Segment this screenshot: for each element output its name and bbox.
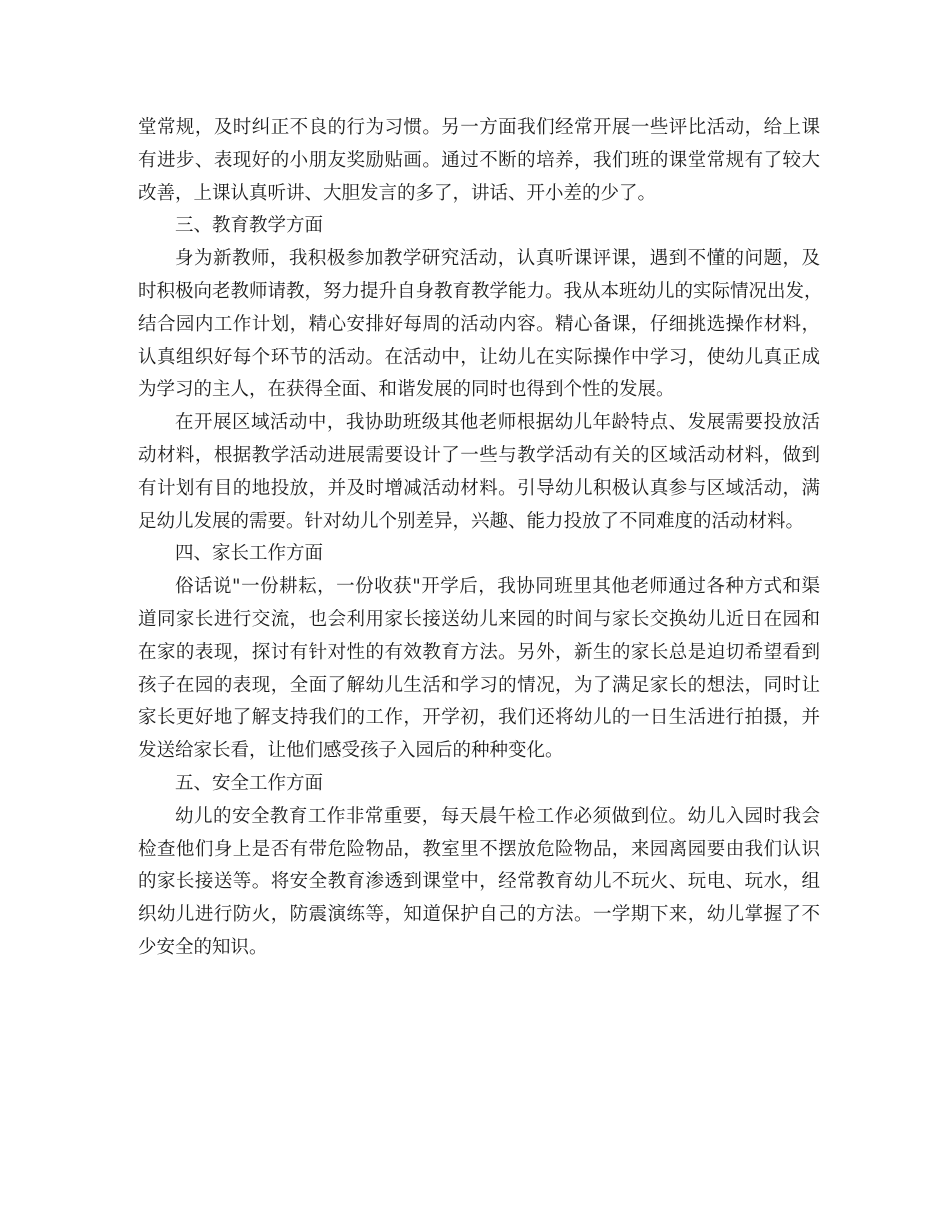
text-line: 家长更好地了解支持我们的工作，开学初，我们还将幼儿的一日生活进行拍摄，并 xyxy=(138,707,820,729)
section-heading: 三、教育教学方面 xyxy=(175,215,324,237)
section-heading: 五、安全工作方面 xyxy=(175,772,324,794)
text-line: 足幼儿发展的需要。针对幼儿个别差异，兴趣、能力投放了不同难度的活动材料。 xyxy=(138,510,805,532)
text-line: 少安全的知识。 xyxy=(138,936,268,958)
section-heading: 四、家长工作方面 xyxy=(175,543,324,565)
text-line: 身为新教师，我积极参加教学研究活动，认真听课评课，遇到不懂的问题，及 xyxy=(175,248,820,270)
paragraph xyxy=(138,801,820,965)
text-line: 有计划有目的地投放，并及时增减活动材料。引导幼儿积极认真参与区域活动，满 xyxy=(138,477,820,499)
paragraph xyxy=(138,407,820,538)
text-line: 认真组织好每个环节的活动。在活动中，让幼儿在实际操作中学习，使幼儿真正成 xyxy=(138,346,820,368)
text-line: 为学习的主人，在获得全面、和谐发展的同时也得到个性的发展。 xyxy=(138,379,675,401)
paragraph xyxy=(138,243,823,407)
text-line: 检查他们身上是否有带危险物品，教室里不摆放危险物品，来园离园要由我们认识 xyxy=(138,838,820,860)
paragraph xyxy=(138,571,820,768)
text-line: 在家的表现，探讨有针对性的有效教育方法。另外，新生的家长总是迫切希望看到 xyxy=(138,641,820,663)
paragraph xyxy=(138,112,820,210)
text-line: 时积极向老教师请教，努力提升自身教育教学能力。我从本班幼儿的实际情况出发， xyxy=(138,280,823,302)
text-line: 发送给家长看，让他们感受孩子入园后的种种变化。 xyxy=(138,740,564,762)
text-line: 动材料，根据教学活动进展需要设计了一些与教学活动有关的区域活动材料，做到 xyxy=(138,444,820,466)
text-line: 堂常规，及时纠正不良的行为习惯。另一方面我们经常开展一些评比活动，给上课 xyxy=(138,117,820,138)
text-line: 道同家长进行交流，也会利用家长接送幼儿来园的时间与家长交换幼儿近日在园和 xyxy=(138,608,820,630)
text-line: 结合园内工作计划，精心安排好每周的活动内容。精心备课，仔细挑选操作材料， xyxy=(138,313,820,335)
text-line: 改善，上课认真听讲、大胆发言的多了，讲话、开小差的少了。 xyxy=(138,182,657,204)
text-line: 孩子在园的表现，全面了解幼儿生活和学习的情况，为了满足家长的想法，同时让 xyxy=(138,674,820,696)
text-line: 的家长接送等。将安全教育渗透到课堂中，经常教育幼儿不玩火、玩电、玩水，组 xyxy=(138,871,820,893)
text-line: 在开展区域活动中，我协助班级其他老师根据幼儿年龄特点、发展需要投放活 xyxy=(175,412,820,434)
text-line: 幼儿的安全教育工作非常重要，每天晨午检工作必须做到位。幼儿入园时我会 xyxy=(175,805,820,827)
text-line: 有进步、表现好的小朋友奖励贴画。通过不断的培养，我们班的课堂常规有了较大 xyxy=(138,149,820,171)
text-line: 织幼儿进行防火，防震演练等，知道保护自己的方法。一学期下来，幼儿掌握了不 xyxy=(138,904,820,926)
document-body xyxy=(138,112,823,965)
text-line: 俗话说"一份耕耘，一份收获"开学后，我协同班里其他老师通过各种方式和渠 xyxy=(175,576,820,598)
